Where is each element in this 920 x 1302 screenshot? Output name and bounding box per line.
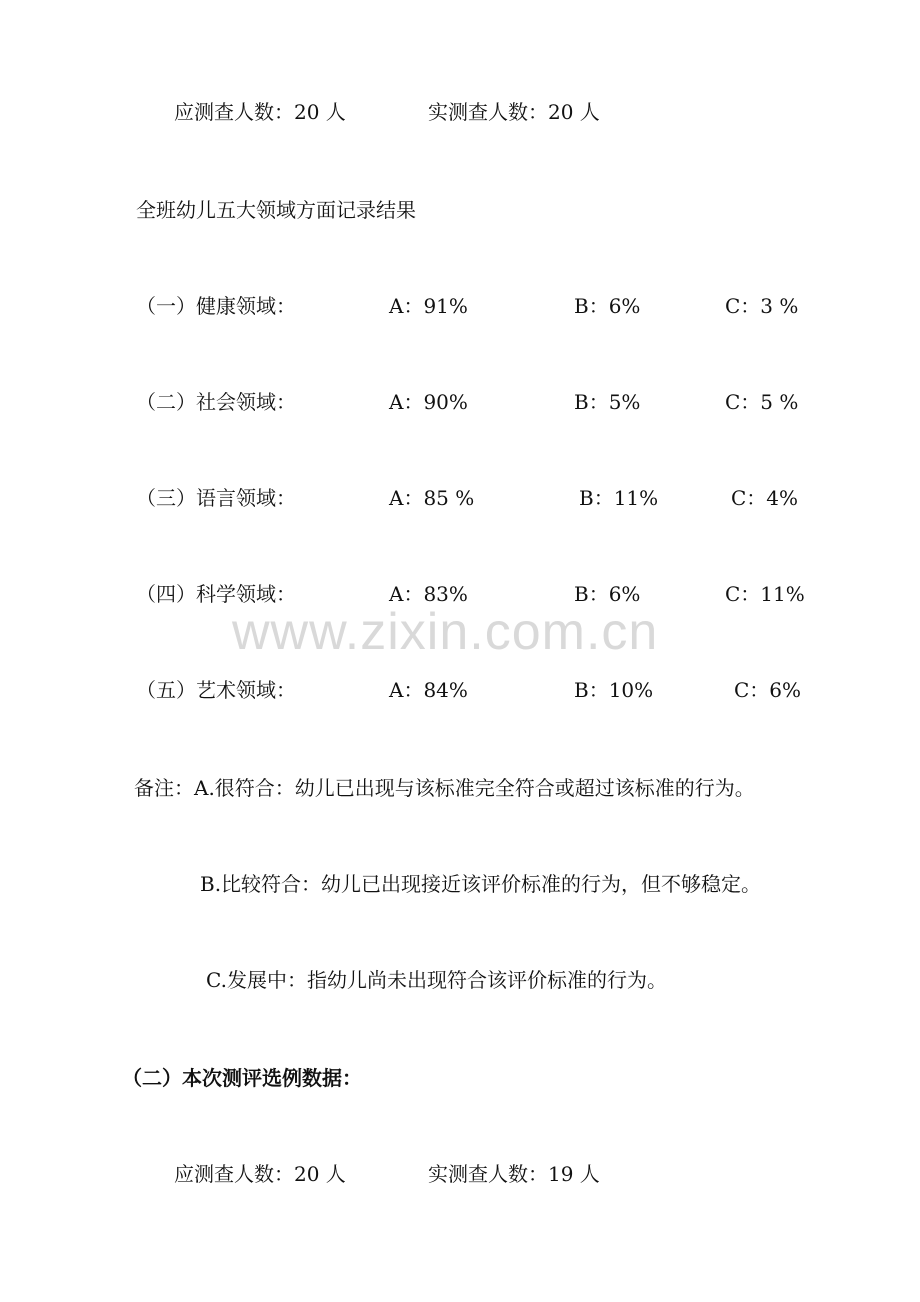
domain-b-value: B：6%: [574, 294, 641, 318]
section-heading-2: （二）本次测评选例数据：: [122, 1066, 362, 1090]
domain-a-value: A：85 %: [389, 486, 475, 510]
domain-row-art: [0, 678, 920, 702]
note-b: B.比较符合：幼儿已出现接近该评价标准的行为，但不够稳定。: [200, 872, 762, 896]
expected-count-2: 应测查人数：20 人: [174, 1162, 346, 1186]
domain-b-value: B：6%: [574, 582, 641, 606]
watermark-text: www.zixin.com.cn: [232, 603, 659, 661]
domain-a-value: A：83%: [389, 582, 468, 606]
domain-a-value: A：84%: [389, 678, 468, 702]
domain-b-value: B：5%: [574, 390, 641, 414]
domain-label: （四）科学领域：: [136, 582, 296, 606]
section-title: 全班幼儿五大领域方面记录结果: [136, 198, 416, 222]
domain-label: （三）语言领域：: [136, 486, 296, 510]
domain-row-language: [0, 486, 920, 510]
domain-b-value: B：11%: [579, 486, 659, 510]
note-a: 备注：A.很符合：幼儿已出现与该标准完全符合或超过该标准的行为。: [134, 776, 755, 800]
domain-label: （五）艺术领域：: [136, 678, 296, 702]
domain-c-value: C：5 %: [725, 390, 799, 414]
actual-count-1: 实测查人数：20 人: [428, 100, 600, 124]
domain-c-value: C：4%: [731, 486, 799, 510]
domain-c-value: C：3 %: [725, 294, 799, 318]
domain-row-health: [0, 294, 920, 318]
domain-label: （二）社会领域：: [136, 390, 296, 414]
actual-count-2: 实测查人数：19 人: [428, 1162, 600, 1186]
domain-row-social: [0, 390, 920, 414]
domain-c-value: C：6%: [734, 678, 802, 702]
expected-count-1: 应测查人数：20 人: [174, 100, 346, 124]
domain-a-value: A：91%: [389, 294, 468, 318]
domain-label: （一）健康领域：: [136, 294, 296, 318]
domain-c-value: C：11%: [725, 582, 805, 606]
note-c: C.发展中：指幼儿尚未出现符合该评价标准的行为。: [206, 968, 667, 992]
domain-b-value: B：10%: [574, 678, 654, 702]
domain-a-value: A：90%: [389, 390, 468, 414]
